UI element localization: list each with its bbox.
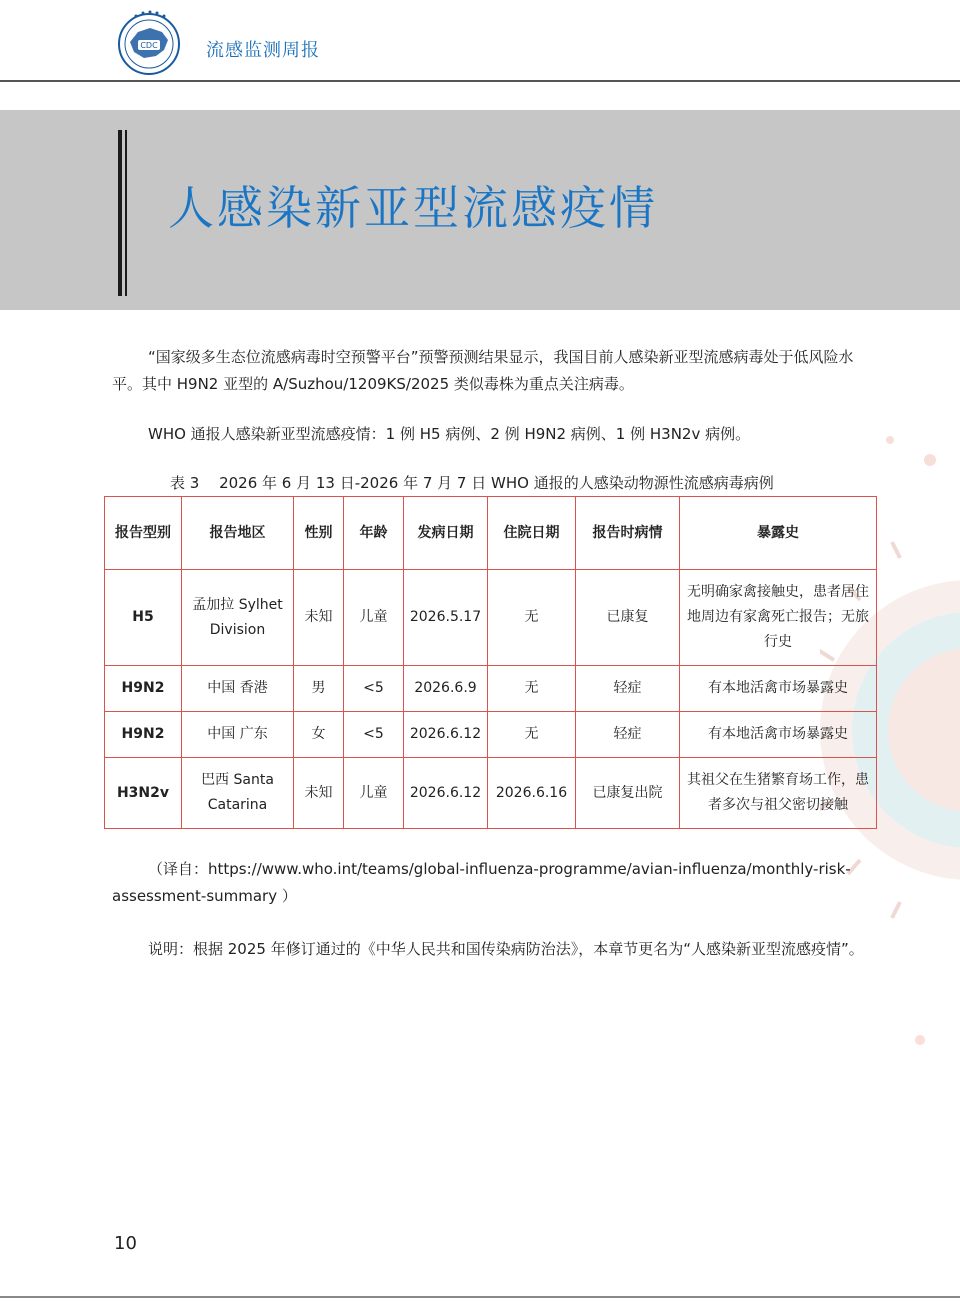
- paragraph-source-link: （译自：https://www.who.int/teams/global-influenza-programme/avian-influenza/monthly-risk-assessment-summary ）: [112, 860, 851, 905]
- table-header-row: [105, 497, 877, 570]
- case-table: [104, 496, 877, 829]
- cell-sex: 未知: [294, 570, 344, 666]
- china-cdc-logo-icon: [110, 6, 188, 78]
- cell-exposure: 无明确家禽接触史，患者居住地周边有家禽死亡报告；无旅行史: [680, 570, 877, 666]
- cell-onset-date: 2026.6.9: [404, 666, 488, 712]
- cell-exposure: 其祖父在生猪繁育场工作，患者多次与祖父密切接触: [680, 758, 877, 829]
- banner-accent-bar-thin: [125, 130, 127, 296]
- table-row: [105, 758, 877, 829]
- cell-age: <5: [344, 712, 404, 758]
- cell-age: 儿童: [344, 758, 404, 829]
- footer-divider: [0, 1296, 960, 1298]
- banner-accent-bar: [118, 130, 122, 296]
- cell-subtype: H5: [105, 570, 182, 666]
- header-region: 报告地区: [182, 497, 294, 570]
- cell-condition: 轻症: [576, 712, 680, 758]
- cell-condition: 已康复: [576, 570, 680, 666]
- header-sex: 性别: [294, 497, 344, 570]
- cell-region: 中国 香港: [182, 666, 294, 712]
- cell-region: 孟加拉 Sylhet Division: [182, 570, 294, 666]
- page-header: [0, 0, 960, 84]
- header-onset-date: 发病日期: [404, 497, 488, 570]
- header-age: 年龄: [344, 497, 404, 570]
- cell-sex: 未知: [294, 758, 344, 829]
- cell-hospital-date: 无: [488, 712, 576, 758]
- publication-title: 流感监测周报: [206, 40, 320, 61]
- table-row: [105, 666, 877, 712]
- table-caption: 表 3 2026 年 6 月 13 日-2026 年 7 月 7 日 WHO 通报的人感染动物源性流感病毒病例: [170, 474, 774, 492]
- cell-hospital-date: 2026.6.16: [488, 758, 576, 829]
- cell-subtype: H9N2: [105, 666, 182, 712]
- section-title: 人感染新亚型流感疫情: [168, 181, 658, 235]
- cell-subtype: H9N2: [105, 712, 182, 758]
- cell-hospital-date: 无: [488, 666, 576, 712]
- cell-region: 巴西 Santa Catarina: [182, 758, 294, 829]
- cell-hospital-date: 无: [488, 570, 576, 666]
- paragraph-who-report: WHO 通报人感染新亚型流感疫情：1 例 H5 病例、2 例 H9N2 病例、1 例 H3N2v 病例。: [148, 425, 751, 443]
- cell-age: <5: [344, 666, 404, 712]
- cell-age: 儿童: [344, 570, 404, 666]
- svg-text:CDC: CDC: [140, 41, 158, 50]
- table-row: [105, 570, 877, 666]
- header-condition: 报告时病情: [576, 497, 680, 570]
- paragraph-risk-assessment: “国家级多生态位流感病毒时空预警平台”预警预测结果显示，我国目前人感染新亚型流感病毒处于低风险水平。其中 H9N2 亚型的 A/Suzhou/1209KS/2025 类似毒株为重点关注病毒。: [112, 348, 854, 393]
- cell-condition: 轻症: [576, 666, 680, 712]
- cell-onset-date: 2026.6.12: [404, 758, 488, 829]
- header-divider: [0, 80, 960, 82]
- cell-sex: 男: [294, 666, 344, 712]
- cell-onset-date: 2026.5.17: [404, 570, 488, 666]
- cell-region: 中国 广东: [182, 712, 294, 758]
- cell-exposure: 有本地活禽市场暴露史: [680, 666, 877, 712]
- paragraph-note: 说明：根据 2025 年修订通过的《中华人民共和国传染病防治法》，本章节更名为“人感染新亚型流感疫情”。: [148, 940, 864, 958]
- cell-condition: 已康复出院: [576, 758, 680, 829]
- cell-sex: 女: [294, 712, 344, 758]
- cell-onset-date: 2026.6.12: [404, 712, 488, 758]
- header-hospital-date: 住院日期: [488, 497, 576, 570]
- page-number: 10: [114, 1233, 137, 1254]
- table-row: [105, 712, 877, 758]
- header-subtype: 报告型别: [105, 497, 182, 570]
- cell-subtype: H3N2v: [105, 758, 182, 829]
- header-exposure: 暴露史: [680, 497, 877, 570]
- section-banner: [0, 110, 960, 310]
- cell-exposure: 有本地活禽市场暴露史: [680, 712, 877, 758]
